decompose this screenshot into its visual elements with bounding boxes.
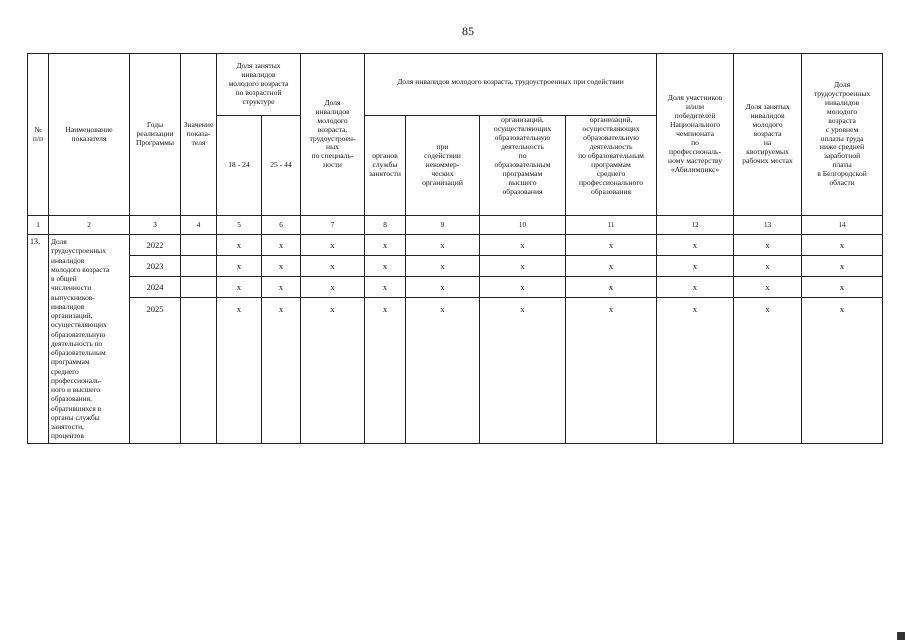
header-employed-by-specialty: Доля инвалидов молодого возраста, трудоустроен- ных по специаль- ности xyxy=(301,54,365,216)
header-quota-jobs-share: Доля занятых инвалидов молодого возраста на квотируемых рабочих местах xyxy=(734,54,802,216)
column-number: 4 xyxy=(181,216,217,235)
data-cell: x xyxy=(657,277,734,298)
column-number: 3 xyxy=(130,216,181,235)
header-assistance-group: Доля инвалидов молодого возраста, трудоустроенных при содействии xyxy=(365,54,657,116)
data-cell: x xyxy=(217,298,262,444)
data-cell: x xyxy=(365,235,406,256)
page-number: 85 xyxy=(462,24,474,38)
year-cell: 2022 xyxy=(130,235,181,256)
header-higher-education-orgs: организаций, осуществляющих образовательную деятельность по образовательным программам высшего образования xyxy=(480,116,566,216)
value-cell xyxy=(181,256,217,277)
table-row xyxy=(28,277,883,298)
indicator-table xyxy=(27,53,883,444)
column-number: 5 xyxy=(217,216,262,235)
data-cell: x xyxy=(734,277,802,298)
year-cell: 2023 xyxy=(130,256,181,277)
table-row xyxy=(28,298,883,417)
column-number: 8 xyxy=(365,216,406,235)
header-low-wage-share: Доля трудоустроенных инвалидов молодого возраста с уровнем оплаты труда ниже средней заработной платы в Белгородской области xyxy=(802,54,883,216)
data-cell: x xyxy=(657,256,734,277)
year-cell: 2024 xyxy=(130,277,181,298)
header-abilympics-share: Доля участников и/или победителей Национального чемпионата по профессиональ- ному мастерству «Абилимпикс» xyxy=(657,54,734,216)
column-number: 7 xyxy=(301,216,365,235)
year-cell: 2025 xyxy=(130,298,181,444)
data-cell: x xyxy=(217,277,262,298)
data-cell: x xyxy=(802,256,883,277)
header-indicator-name: Наименование показателя xyxy=(49,54,130,216)
data-cell: x xyxy=(365,298,406,444)
row-index: 13. xyxy=(28,235,49,444)
header-vocational-education-orgs: организаций, осуществляющих образовательную деятельность по образовательным программам среднего профессионального образования xyxy=(566,116,657,216)
data-cell: x xyxy=(480,277,566,298)
data-cell: x xyxy=(480,298,566,444)
column-numbers-row xyxy=(28,216,883,235)
data-cell: x xyxy=(657,298,734,444)
data-cell: x xyxy=(262,298,301,444)
data-cell: x xyxy=(734,298,802,444)
data-cell: x xyxy=(262,235,301,256)
column-number: 2 xyxy=(49,216,130,235)
column-number: 9 xyxy=(406,216,480,235)
value-cell xyxy=(181,277,217,298)
data-cell: x xyxy=(406,235,480,256)
table-row xyxy=(28,256,883,277)
value-cell xyxy=(181,298,217,444)
header-number: № п/п xyxy=(28,54,49,216)
header-age-structure-group: Доля занятых инвалидов молодого возраста по возрастной структуре xyxy=(217,54,301,116)
column-number: 12 xyxy=(657,216,734,235)
data-cell: x xyxy=(566,235,657,256)
data-cell: x xyxy=(480,256,566,277)
header-age-18-24: 18 - 24 xyxy=(217,116,262,216)
data-cell: x xyxy=(301,256,365,277)
header-age-25-44: 25 - 44 xyxy=(262,116,301,216)
data-cell: x xyxy=(301,298,365,444)
data-cell: x xyxy=(262,277,301,298)
value-cell xyxy=(181,235,217,256)
header-program-years: Годы реализации Программы xyxy=(130,54,181,216)
column-number: 1 xyxy=(28,216,49,235)
data-cell: x xyxy=(365,277,406,298)
column-number: 13 xyxy=(734,216,802,235)
column-number: 6 xyxy=(262,216,301,235)
data-cell: x xyxy=(262,256,301,277)
data-cell: x xyxy=(802,277,883,298)
data-cell: x xyxy=(217,256,262,277)
data-cell: x xyxy=(217,235,262,256)
data-cell: x xyxy=(406,277,480,298)
data-cell: x xyxy=(734,256,802,277)
data-cell: x xyxy=(566,298,657,444)
column-number: 10 xyxy=(480,216,566,235)
data-cell: x xyxy=(406,256,480,277)
column-number: 11 xyxy=(566,216,657,235)
column-number: 14 xyxy=(802,216,883,235)
data-cell: x xyxy=(365,256,406,277)
header-nonprofit-organizations: при содействии некоммер- ческих организаций xyxy=(406,116,480,216)
data-cell: x xyxy=(566,277,657,298)
data-cell: x xyxy=(480,235,566,256)
data-cell: x xyxy=(566,256,657,277)
data-cell: x xyxy=(406,298,480,444)
data-cell: x xyxy=(301,235,365,256)
data-cell: x xyxy=(657,235,734,256)
table-row xyxy=(28,235,883,256)
data-cell: x xyxy=(734,235,802,256)
data-cell: x xyxy=(802,298,883,444)
header-employment-service: органов службы занятости xyxy=(365,116,406,216)
indicator-name: Доля трудоустроенных инвалидов молодого возраста в общей численности выпускников- инвалидов организаций, осуществляющих образовательную деятельность по образовательным программам среднего профессиональ- ного и высшего образования, обратившихся в органы службы занятости, процентов xyxy=(49,235,130,444)
header-indicator-value: Значение показа- теля xyxy=(181,54,217,216)
data-cell: x xyxy=(802,235,883,256)
data-cell: x xyxy=(301,277,365,298)
page-corner-mark xyxy=(897,632,905,640)
